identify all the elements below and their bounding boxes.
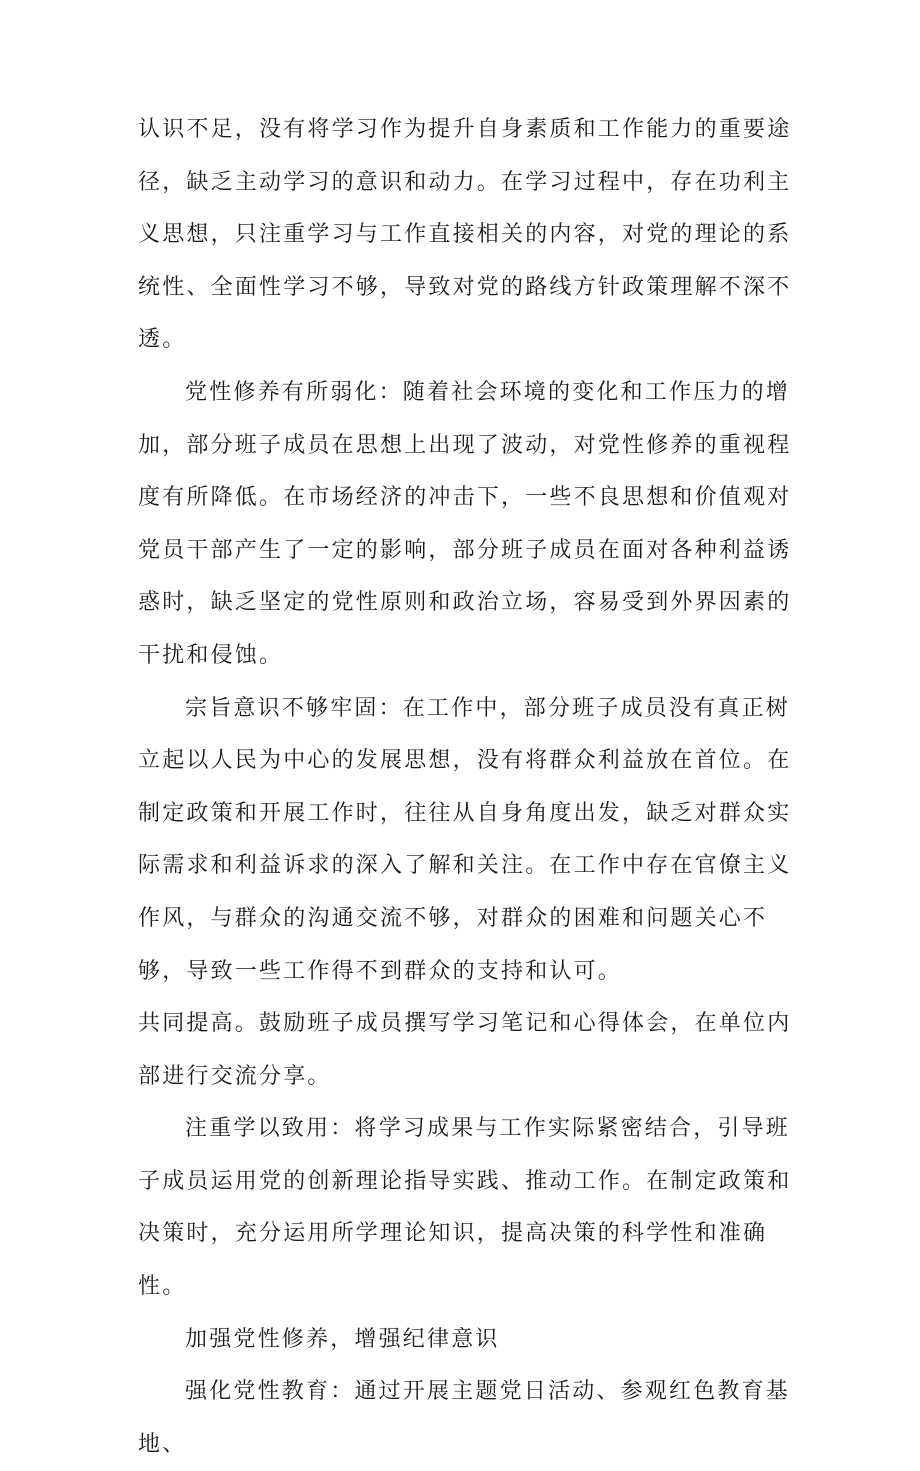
paragraph-purpose-awareness: 宗旨意识不够牢固：在工作中，部分班子成员没有真正树立起以人民为中心的发展思想，没有将群众利益放在首位。在制定政策和开展工作时，往往从自身角度出发，缺乏对群众实际需求和利益诉求的深入了解和关注。在工作中存在官僚主义作风，与群众的沟通交流不够，对群众的困难和问题关心不够，导致一些工作得不到群众的支持和认可。 xyxy=(138,695,792,984)
paragraph-learning-awareness: 认识不足，没有将学习作为提升自身素质和工作能力的重要途径，缺乏主动学习的意识和动力。在学习过程中，存在功利主义思想，只注重学习与工作直接相关的内容，对党的理论的系统性、全面性学习不够，导致对党的路线方针政策理解不深不透。 xyxy=(138,117,792,353)
paragraph-party-spirit: 党性修养有所弱化：随着社会环境的变化和工作压力的增加，部分班子成员在思想上出现了波动，对党性修养的重视程度有所降低。在市场经济的冲击下，一些不良思想和价值观对党员干部产生了一定的影响，部分班子成员在面对各种利益诱惑时，缺乏坚定的党性原则和政治立场，容易受到外界因素的干扰和侵蚀。 xyxy=(138,379,792,668)
paragraph-joint-improvement: 共同提高。鼓励班子成员撰写学习笔记和心得体会，在单位内部进行交流分享。 xyxy=(138,1011,792,1089)
section-heading-discipline: 加强党性修养，增强纪律意识 xyxy=(185,1326,500,1352)
paragraph-apply-learning: 注重学以致用：将学习成果与工作实际紧密结合，引导班子成员运用党的创新理论指导实践、推动工作。在制定政策和决策时，充分运用所学理论知识，提高决策的科学性和准确性。 xyxy=(138,1116,792,1300)
paragraph-party-education: 强化党性教育：通过开展主题党日活动、参观红色教育基地、 xyxy=(138,1379,791,1457)
document-body xyxy=(138,104,798,1471)
